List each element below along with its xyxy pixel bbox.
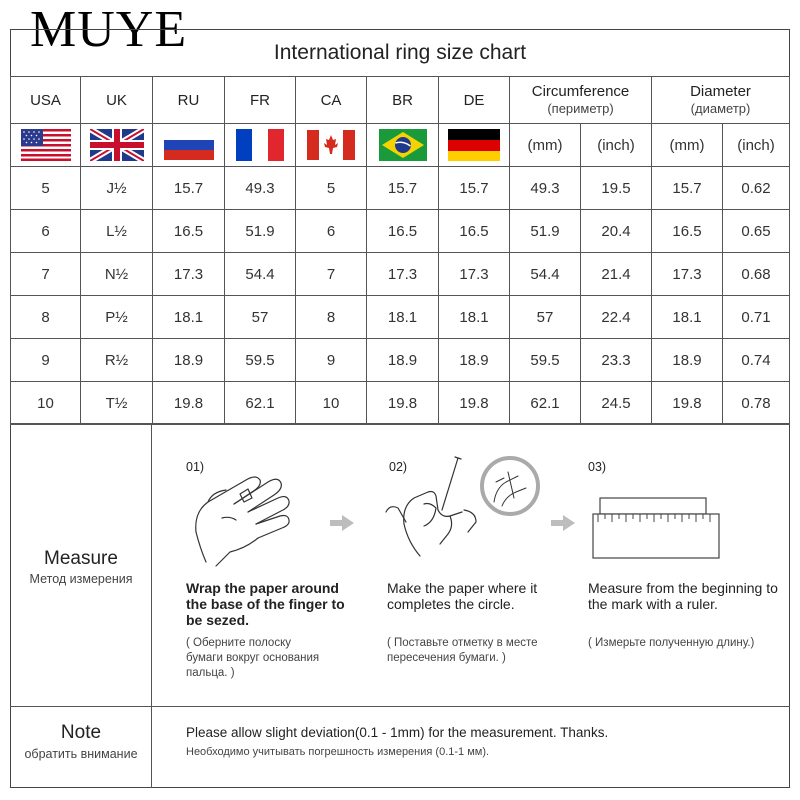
step-3-text: Measure from the beginning to the mark with a ruler. bbox=[588, 580, 778, 612]
cell-dia-inch: 0.65 bbox=[723, 210, 790, 253]
cell-de: 18.1 bbox=[439, 296, 510, 339]
circumference-inch-unit: (inch) bbox=[581, 124, 652, 167]
table-row bbox=[11, 296, 790, 339]
ring-size-table bbox=[10, 76, 790, 425]
table-row bbox=[11, 382, 790, 425]
table-row bbox=[11, 167, 790, 210]
note-title-ru: обратить внимание bbox=[24, 747, 138, 761]
cell-ru: 17.3 bbox=[153, 253, 225, 296]
cell-dia-inch: 0.68 bbox=[723, 253, 790, 296]
cell-ru: 16.5 bbox=[153, 210, 225, 253]
mark-paper-illustration bbox=[384, 452, 544, 572]
cell-fr: 57 bbox=[225, 296, 296, 339]
cell-usa: 10 bbox=[11, 382, 81, 425]
cell-dia-mm: 17.3 bbox=[652, 253, 723, 296]
col-circumference bbox=[510, 77, 652, 124]
col-de: DE bbox=[439, 77, 510, 124]
table-row bbox=[11, 253, 790, 296]
measure-label bbox=[10, 548, 152, 586]
cell-de: 16.5 bbox=[439, 210, 510, 253]
flag-row bbox=[11, 124, 790, 167]
cell-dia-mm: 18.9 bbox=[652, 339, 723, 382]
cell-ru: 18.9 bbox=[153, 339, 225, 382]
diameter-ru-label: (диаметр) bbox=[690, 101, 751, 116]
arrow-right-icon bbox=[330, 515, 354, 531]
step-1-number: 01) bbox=[186, 460, 205, 474]
cell-br: 18.1 bbox=[367, 296, 439, 339]
col-ca: CA bbox=[296, 77, 367, 124]
chart-title: International ring size chart bbox=[273, 40, 527, 64]
note-label bbox=[10, 722, 152, 761]
cell-circ-mm: 62.1 bbox=[510, 382, 581, 425]
cell-circ-inch: 24.5 bbox=[581, 382, 652, 425]
uk-flag-icon bbox=[90, 129, 144, 161]
cell-ca: 9 bbox=[296, 339, 367, 382]
cell-circ-inch: 19.5 bbox=[581, 167, 652, 210]
step-2-number: 02) bbox=[389, 460, 408, 474]
usa-flag-icon bbox=[21, 129, 71, 161]
cell-circ-mm: 54.4 bbox=[510, 253, 581, 296]
cell-de: 15.7 bbox=[439, 167, 510, 210]
note-title: Note bbox=[60, 722, 102, 743]
cell-br: 18.9 bbox=[367, 339, 439, 382]
cell-usa: 5 bbox=[11, 167, 81, 210]
cell-usa: 9 bbox=[11, 339, 81, 382]
note-text-ru: Необходимо учитывать погрешность измерения (0.1-1 мм). bbox=[186, 746, 490, 758]
col-br: BR bbox=[367, 77, 439, 124]
step-2-text-ru: ( Поставьте отметку в месте пересечения бумаги. ) bbox=[387, 637, 538, 664]
cell-dia-inch: 0.74 bbox=[723, 339, 790, 382]
cell-dia-inch: 0.62 bbox=[723, 167, 790, 210]
diameter-label: Diameter bbox=[690, 83, 751, 100]
russia-flag-icon bbox=[164, 130, 214, 160]
cell-ru: 15.7 bbox=[153, 167, 225, 210]
measure-title-ru: Метод измерения bbox=[29, 572, 133, 586]
circumference-ru-label: (периметр) bbox=[547, 101, 614, 116]
note-text: Please allow slight deviation(0.1 - 1mm) for the measurement. Thanks. bbox=[186, 725, 609, 740]
canada-flag-icon bbox=[307, 130, 355, 160]
step-1-text: Wrap the paper around the base of the finger to be sezed. bbox=[186, 580, 345, 628]
cell-dia-inch: 0.71 bbox=[723, 296, 790, 339]
brand-logo: MUYE bbox=[30, 1, 188, 58]
step-1-text-ru: ( Оберните полоску бумаги вокруг основания пальца. ) bbox=[186, 637, 320, 679]
cell-uk: N½ bbox=[81, 253, 153, 296]
cell-fr: 51.9 bbox=[225, 210, 296, 253]
cell-br: 16.5 bbox=[367, 210, 439, 253]
brazil-flag-icon bbox=[379, 129, 427, 161]
cell-usa: 8 bbox=[11, 296, 81, 339]
cell-circ-inch: 21.4 bbox=[581, 253, 652, 296]
col-ru: RU bbox=[153, 77, 225, 124]
cell-dia-mm: 18.1 bbox=[652, 296, 723, 339]
cell-br: 17.3 bbox=[367, 253, 439, 296]
table-row bbox=[11, 339, 790, 382]
france-flag-icon bbox=[236, 129, 284, 161]
cell-uk: R½ bbox=[81, 339, 153, 382]
cell-dia-mm: 15.7 bbox=[652, 167, 723, 210]
step-3-text-ru: ( Измерьте полученную длину.) bbox=[588, 637, 755, 649]
hand-wrap-illustration bbox=[186, 462, 316, 574]
cell-br: 19.8 bbox=[367, 382, 439, 425]
step-3-number: 03) bbox=[588, 460, 607, 474]
cell-fr: 62.1 bbox=[225, 382, 296, 425]
col-usa: USA bbox=[11, 77, 81, 124]
cell-circ-inch: 23.3 bbox=[581, 339, 652, 382]
cell-de: 19.8 bbox=[439, 382, 510, 425]
cell-dia-inch: 0.78 bbox=[723, 382, 790, 425]
cell-uk: T½ bbox=[81, 382, 153, 425]
cell-de: 18.9 bbox=[439, 339, 510, 382]
cell-circ-mm: 57 bbox=[510, 296, 581, 339]
cell-ca: 5 bbox=[296, 167, 367, 210]
circumference-label: Circumference bbox=[531, 83, 630, 100]
cell-fr: 49.3 bbox=[225, 167, 296, 210]
diameter-inch-unit: (inch) bbox=[723, 124, 790, 167]
cell-circ-inch: 20.4 bbox=[581, 210, 652, 253]
cell-fr: 59.5 bbox=[225, 339, 296, 382]
cell-circ-mm: 51.9 bbox=[510, 210, 581, 253]
step-2-text: Make the paper where it completes the circle. bbox=[387, 580, 538, 612]
table-row bbox=[11, 210, 790, 253]
ruler-illustration bbox=[592, 494, 722, 560]
col-uk: UK bbox=[81, 77, 153, 124]
cell-ca: 8 bbox=[296, 296, 367, 339]
cell-ru: 18.1 bbox=[153, 296, 225, 339]
cell-usa: 7 bbox=[11, 253, 81, 296]
measure-title: Measure bbox=[44, 548, 118, 569]
size-rows bbox=[11, 167, 790, 425]
col-fr: FR bbox=[225, 77, 296, 124]
diameter-mm-unit: (mm) bbox=[652, 124, 723, 167]
germany-flag-icon bbox=[448, 129, 500, 161]
cell-circ-inch: 22.4 bbox=[581, 296, 652, 339]
cell-circ-mm: 59.5 bbox=[510, 339, 581, 382]
arrow-right-icon bbox=[551, 515, 575, 531]
cell-ru: 19.8 bbox=[153, 382, 225, 425]
cell-uk: J½ bbox=[81, 167, 153, 210]
col-diameter bbox=[652, 77, 790, 124]
cell-uk: L½ bbox=[81, 210, 153, 253]
cell-dia-mm: 16.5 bbox=[652, 210, 723, 253]
cell-dia-mm: 19.8 bbox=[652, 382, 723, 425]
circumference-mm-unit: (mm) bbox=[510, 124, 581, 167]
cell-ca: 6 bbox=[296, 210, 367, 253]
cell-de: 17.3 bbox=[439, 253, 510, 296]
cell-br: 15.7 bbox=[367, 167, 439, 210]
cell-ca: 7 bbox=[296, 253, 367, 296]
cell-usa: 6 bbox=[11, 210, 81, 253]
cell-circ-mm: 49.3 bbox=[510, 167, 581, 210]
cell-uk: P½ bbox=[81, 296, 153, 339]
table-header-row bbox=[11, 77, 790, 124]
cell-ca: 10 bbox=[296, 382, 367, 425]
cell-fr: 54.4 bbox=[225, 253, 296, 296]
